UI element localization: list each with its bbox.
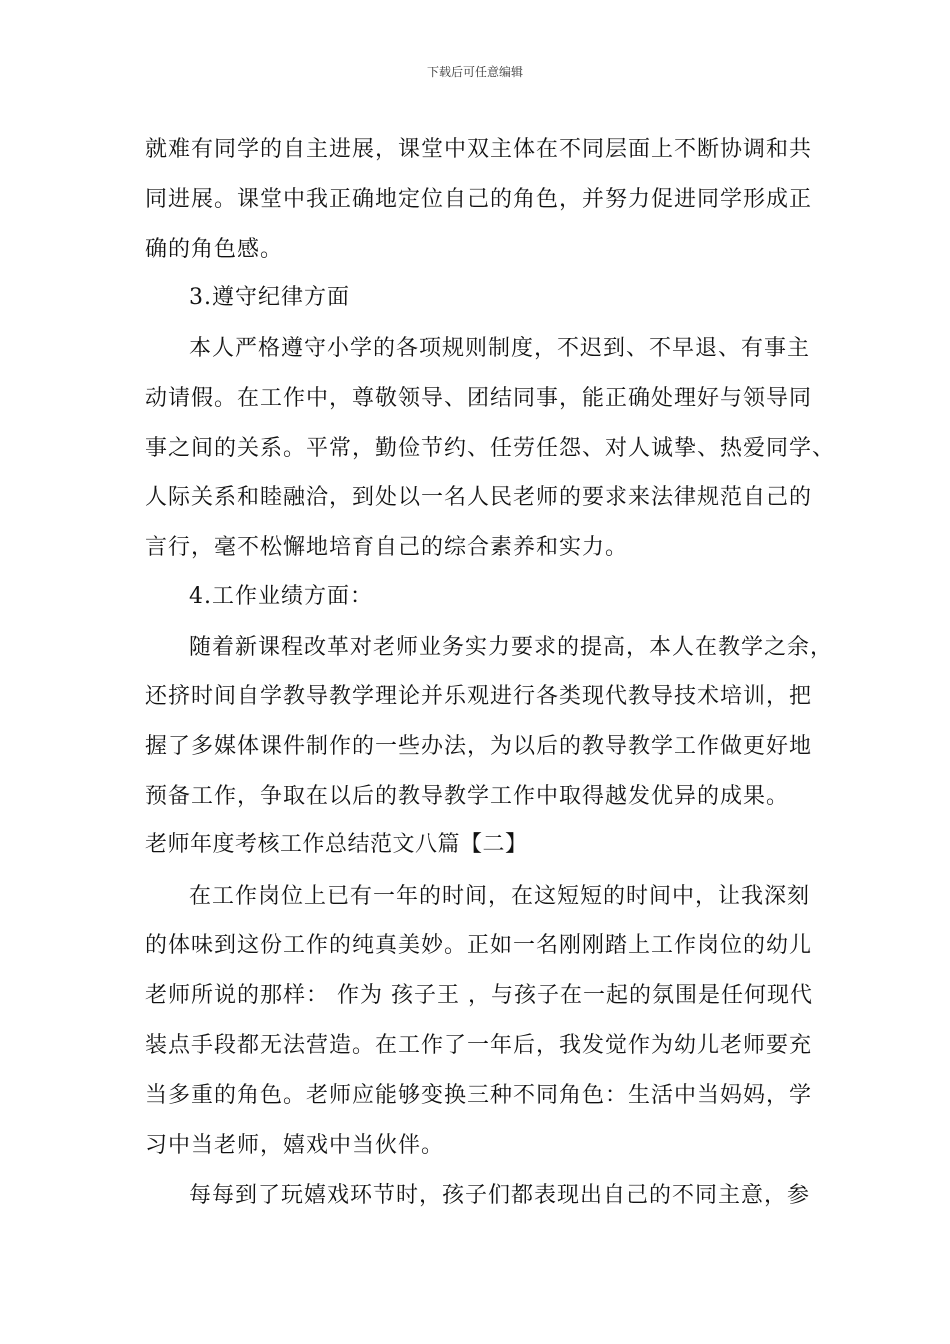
page-header: 下载后可任意编辑	[426, 65, 523, 79]
article-title: 老师年度考核工作总结范文八篇【二】	[145, 832, 528, 857]
text-line: 当多重的角色。老师应能够变换三种不同角色：生活中当妈妈，学	[145, 1083, 813, 1108]
text-line: 就难有同学的自主进展，课堂中双主体在不同层面上不断协调和共	[145, 137, 813, 162]
text-line: 同进展。课堂中我正确地定位自己的角色，并努力促进同学形成正	[145, 187, 813, 212]
text-line: 事之间的关系。平常，勤俭节约、任劳任怨、对人诚挚、热爱同学、	[145, 436, 836, 461]
text-line: 本人严格遵守小学的各项规则制度，不迟到、不早退、有事主	[189, 336, 811, 361]
text-line: 每每到了玩嬉戏环节时，孩子们都表现出自己的不同主意，参	[189, 1183, 811, 1208]
text-line: 言行，毫不松懈地培育自己的综合素养和实力。	[145, 535, 629, 560]
text-line: 的体味到这份工作的纯真美妙。正如一名刚刚踏上工作岗位的幼儿	[145, 933, 813, 958]
text-line: 在工作岗位上已有一年的时间，在这短短的时间中，让我深刻	[189, 884, 811, 909]
text-line: 随着新课程改革对老师业务实力要求的提高，本人在教学之余，	[189, 635, 834, 660]
section-heading: 4.工作业绩方面：	[189, 584, 373, 609]
text-line: 预备工作，争取在以后的教导教学工作中取得越发优异的成果。	[145, 784, 790, 809]
text-line: 动请假。在工作中，尊敬领导、团结同事，能正确处理好与领导同	[145, 386, 813, 411]
text-line: 老师所说的那样： 作为 孩子王 ，与孩子在一起的氛围是任何现代	[145, 983, 813, 1008]
text-line: 人际关系和睦融洽，到处以一名人民老师的要求来法律规范自己的	[145, 485, 813, 510]
text-line: 确的角色感。	[145, 237, 284, 262]
text-line: 习中当老师，嬉戏中当伙伴。	[145, 1133, 445, 1158]
text-line: 装点手段都无法营造。在工作了一年后，我发觉作为幼儿老师要充	[145, 1033, 813, 1058]
section-heading: 3.遵守纪律方面	[189, 285, 350, 310]
text-line: 握了多媒体课件制作的一些办法，为以后的教导教学工作做更好地	[145, 734, 813, 759]
text-line: 还挤时间自学教导教学理论并乐观进行各类现代教导技术培训，把	[145, 684, 813, 709]
